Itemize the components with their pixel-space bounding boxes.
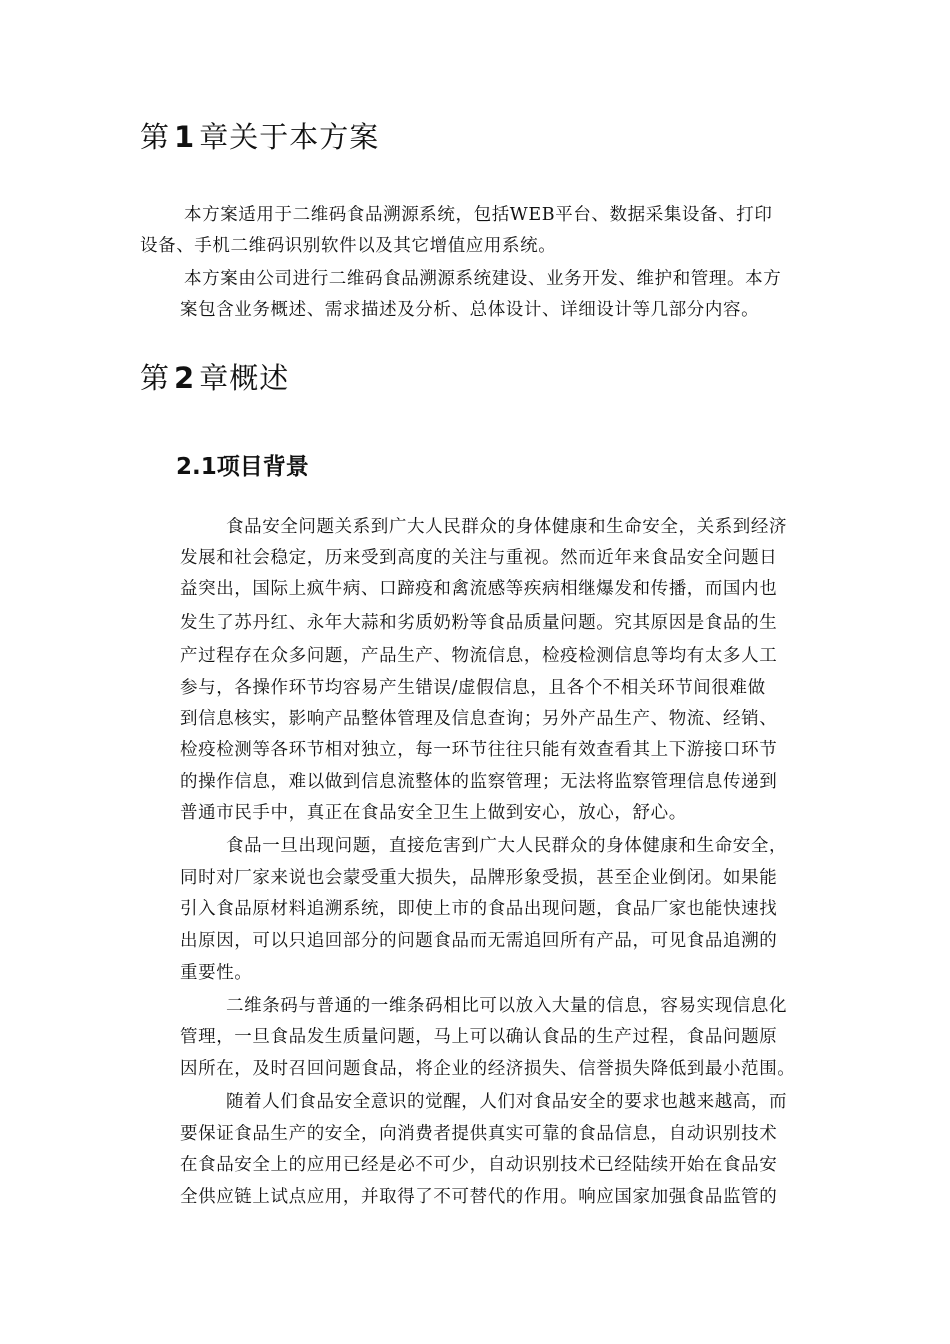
text-line: 同时对厂家来说也会蒙受重大损失，品牌形象受损，甚至企业倒闭。如果能 <box>180 868 778 888</box>
text-line: 出原因，可以只追回部分的问题食品而无需追回所有产品，可见食品追溯的 <box>180 931 778 951</box>
chapter-2-title: 章概述 <box>199 361 290 395</box>
text-line: 案包含业务概述、需求描述及分析、总体设计、详细设计等几部分内容。 <box>180 300 760 320</box>
chapter-1-title: 章关于本方案 <box>199 120 380 154</box>
text-line: 发生了苏丹红、永年大蒜和劣质奶粉等食品质量问题。究其原因是食品的生 <box>180 613 778 633</box>
chapter-1-number: 1 <box>174 120 196 154</box>
chapter-2-heading <box>140 356 289 397</box>
text-line: 重要性。 <box>180 963 253 983</box>
text-line: 设备、手机二维码识别软件以及其它增值应用系统。 <box>140 236 557 256</box>
text-line: 益突出，国际上疯牛病、口蹄疫和禽流感等疾病相继爆发和传播，而国内也 <box>180 579 778 599</box>
text-line: 本方案由公司进行二维码食品溯源系统建设、业务开发、维护和管理。本方 <box>184 269 782 289</box>
text-line: 管理，一旦食品发生质量问题，马上可以确认食品的生产过程，食品问题原 <box>180 1027 778 1047</box>
text-line: 产过程存在众多问题，产品生产、物流信息，检疫检测信息等均有太多人工 <box>180 646 778 666</box>
text-line: 的操作信息，难以做到信息流整体的监察管理；无法将监察管理信息传递到 <box>180 772 778 792</box>
chapter-1-heading <box>140 115 379 156</box>
text-line: 发展和社会稳定，历来受到高度的关注与重视。然而近年来食品安全问题日 <box>180 548 778 568</box>
text-line: 全供应链上试点应用，并取得了不可替代的作用。响应国家加强食品监管的 <box>180 1187 778 1207</box>
text-line: 食品安全问题关系到广大人民群众的身体健康和生命安全，关系到经济 <box>226 517 788 537</box>
chapter-2-prefix: 第 <box>140 361 171 395</box>
text-line: 食品一旦出现问题，直接危害到广大人民群众的身体健康和生命安全， <box>226 836 788 856</box>
text-line: 本方案适用于二维码食品溯源系统，包括WEB平台、数据采集设备、打印 <box>184 205 773 225</box>
text-line: 因所在，及时召回问题食品，将企业的经济损失、信誉损失降低到最小范围。 <box>180 1059 796 1079</box>
text-line: 参与，各操作环节均容易产生错误/虚假信息，且各个不相关环节间很难做 <box>180 678 766 698</box>
text-line: 二维条码与普通的一维条码相比可以放入大量的信息，容易实现信息化 <box>226 996 788 1016</box>
chapter-2-number: 2 <box>174 361 196 395</box>
text-line: 在食品安全上的应用已经是必不可少，自动识别技术已经陆续开始在食品安 <box>180 1155 778 1175</box>
chapter-1-prefix: 第 <box>140 120 171 154</box>
text-line: 要保证食品生产的安全，向消费者提供真实可靠的食品信息，自动识别技术 <box>180 1124 778 1144</box>
text-line: 随着人们食品安全意识的觉醒，人们对食品安全的要求也越来越高，而 <box>226 1092 788 1112</box>
text-line: 引入食品原材料追溯系统，即使上市的食品出现问题，食品厂家也能快速找 <box>180 899 778 919</box>
text-line: 到信息核实，影响产品整体管理及信息查询；另外产品生产、物流、经销、 <box>180 709 778 729</box>
section-2-1-heading: 2.1项目背景 <box>176 454 309 480</box>
text-line: 检疫检测等各环节相对独立，每一环节往往只能有效查看其上下游接口环节 <box>180 740 778 760</box>
text-line: 普通市民手中，真正在食品安全卫生上做到安心，放心，舒心。 <box>180 803 687 823</box>
